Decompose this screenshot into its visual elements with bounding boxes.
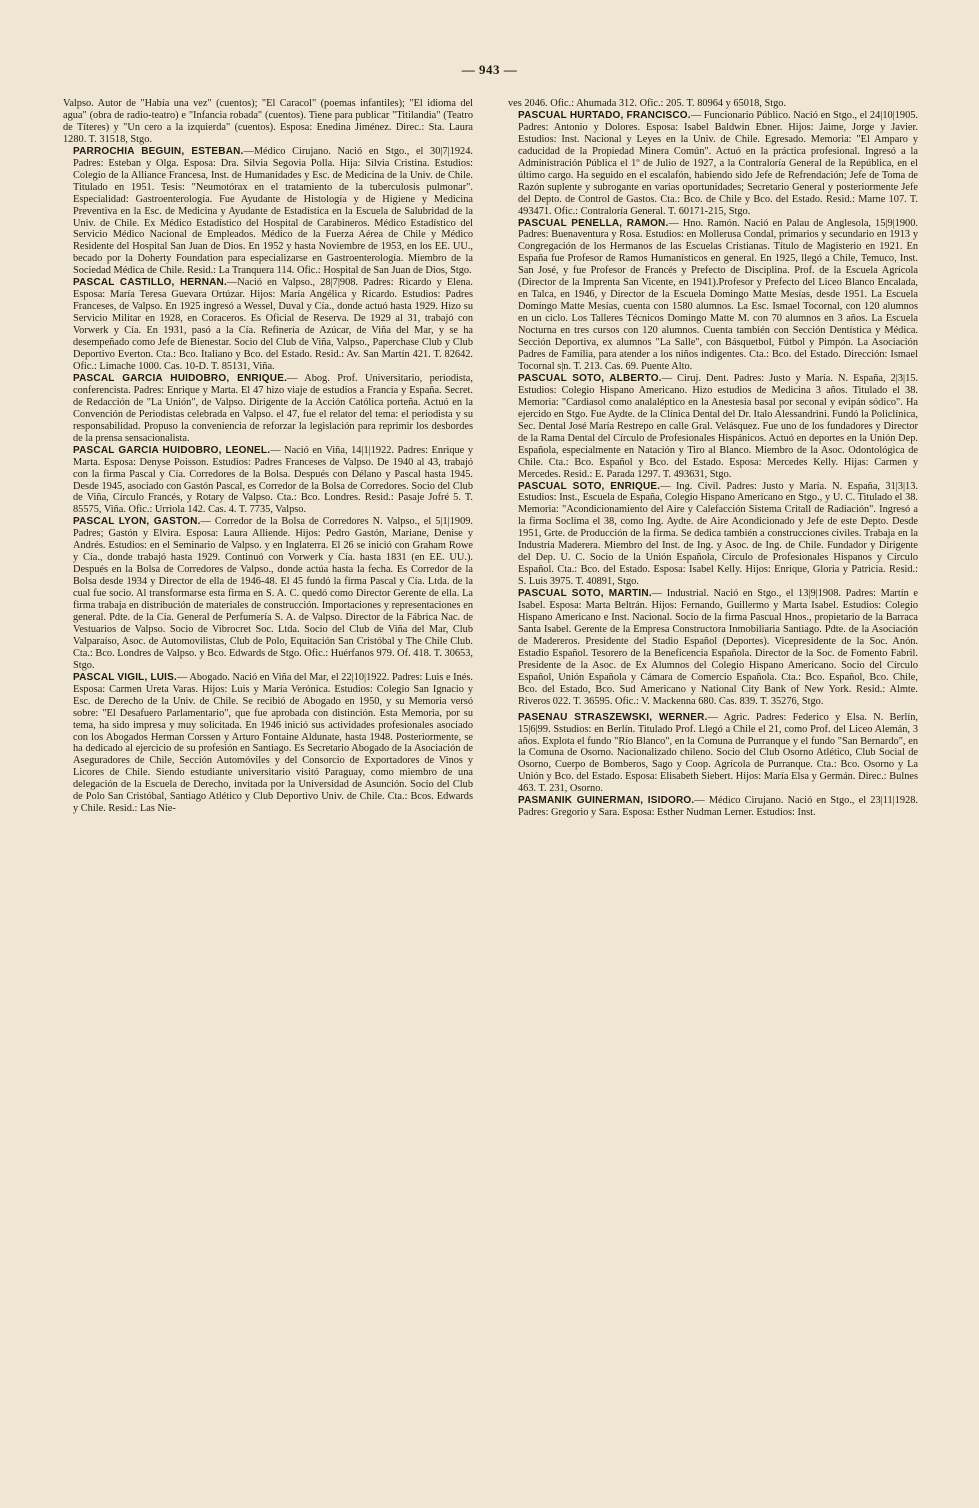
left-column xyxy=(63,98,473,815)
entry-pasenau-straszewski: PASENAU STRASZEWSKI, WERNER.— Agric. Padres: Federico y Elsa. N. Berlín, 15|6|99. Sstudios: en Berlín. Titulado Prof. Llegó a Chile el 21, como Prof. del Liceo Alemán, 3 años. Explota el fundo "Río Blanco", en la Comuna de Purranque y el fundo "San Bernardo", en la Comuna de Osorno. Nacionalizado chileno. Socio del Club Osorno Atlético, Club Social de Osorno, Cuerpo de Bomberos, Sago y Coop. Agrícola de Purranque. Cta.: Bco. Osorno y La Unión y Bco. del Estado. Esposa: Elisabeth Siebert. Hijos: María Elsa y Germán. Direc.: Bulnes 463. T. 231, Osorno. xyxy=(518,711,918,795)
entry-pascual-soto-alberto: PASCUAL SOTO, ALBERTO.— Ciruj. Dent. Padres: Justo y María. N. España, 2|3|15. Estudios: Colegio Hispano Americano. Hizo estudios de Medicina 3 años. Titulado el 38. Memoria: "Cardiasol como analaléptico en la Anestesia basal por seconal y evipán sódico". Ha ejercido en Stgo. Fue Aydte. de la Clínica Dental del Dr. Italo Alessandrini. Fundó la Policlínica, Sec. Dental José María Restrepo en calle Gral. Velásquez. Fue uno de los fundadores y Director de la Rama Dental del Círculo de Profesionales Hispánicos. Actuó en deportes en la Unión Dep. Española, especialmente en Natación y Tiro al Blanco. Miembro de la Asoc. Odontológica de Chile. Cta.: Bco. Español y Bco. del Estado. Esposa: Mercedes Kelly. Hijas: Carmen y Mercedes. Resid.: E. Parada 1297. T. 493631, Stgo. xyxy=(518,372,918,480)
right-column xyxy=(508,98,918,819)
entry-name: PASCUAL SOTO, ALBERTO. xyxy=(518,372,662,384)
entry-pascal-vigil: PASCAL VIGIL, LUIS.— Abogado. Nació en Viña del Mar, el 22|10|1922. Padres: Luis e Inés. Esposa: Carmen Ureta Varas. Hijos: Luis y María Verónica. Estudios: Colegio San Ignacio y Esc. de Derecho de la Univ. de Chile. Se recibió de Abogado en 1950, y su Memoria versó sobre: "El Desafuero Parlamentario", que fue aprobada con distinción. Esta Memoria, por su tema, ha sido impresa y muy solicitada. En 1946 inició sus actividades profesionales asociado con los Abogados Herman Corssen y Arturo Fontaine Aldunate, hasta 1948. Posteriormente, se ha dedicado al ejercicio de su profesión en Santiago. Es Secretario Abogado de la Asociación de Aseguradores de Chile, Sección Automóviles y del Consorcio de Exportadores de Vinos y Licores de Chile. Siendo estudiante universitario visitó Paraguay, como miembro de una delegación de la Escuela de Derecho, invitada por la Universidad de Asunción. Socio del Club de Polo San Cristóbal, Santiago Atlético y Club Deportivo Univ. de Chile. Cta.: Bcos. Edwards y Chile. Resid.: Las Nie- xyxy=(73,671,473,815)
entry-name: PASCAL LYON, GASTON. xyxy=(73,516,201,528)
entry-name: PARROCHIA BEGUIN, ESTEBAN. xyxy=(73,145,244,157)
entry-name: PASCUAL HURTADO, FRANCISCO. xyxy=(518,109,691,121)
entry-continuation: Valpso. Autor de "Había una vez" (cuentos); "El Caracol" (poemas infantiles); "El idioma del agua" (obra de radio-teatro) e "Infancia robada" (cuentos). Tiene para publicar "Titilandia" (Teatro de Títeres) y "Un cero a la izquierda" (cuentos). Esposa: Enedina Jiménez. Direc.: Sta. Laura 1280. T. 31518, Stgo. xyxy=(63,98,473,145)
entry-name: PASENAU STRASZEWSKI, WERNER. xyxy=(518,711,708,723)
entry-pascual-soto-martin: PASCUAL SOTO, MARTIN.— Industrial. Nació en Stgo., el 13|9|1908. Padres: Martín e Isabel. Esposa: Marta Beltrán. Hijos: Fernando, Guillermo y Marta Isabel. Estudios: Colegio Hispano Americano e Inst. Nacional. Socio de la firma Pascual Hnos., propietario de la Barraca Santa Isabel. Gerente de la Empresa Constructora Inmobiliaria Santiago. Pdte. de la Asociación de Madereros. Presidente del Stadio Español (Deportes). Vicepresidente de la Soc. Anón. Estadio Español. Tesorero de la Beneficencia Española. Director de la Soc. de Fomento Fabril. Presidente de la Asoc. de Ex Alumnos del Colegio Hispano Americano. Socio del Círculo Español, Unión Española y Cámara de Comercio Española. Cta.: Bco. Español, Bco. Chile, Bco. del Estado, Bco. Sud Americano y National City Bank of New York. Resid.: Almte. Riveros 022. T. 36595. Ofic.: V. Mackenna 680. Cas. 839. T. 35276, Stgo. xyxy=(518,588,918,707)
entry-name: PASCAL CASTILLO, HERNAN. xyxy=(73,277,227,289)
entry-pasmanik-guinerman: PASMANIK GUINERMAN, ISIDORO.— Médico Cirujano. Nació en Stgo., el 23|11|1928. Padres: Gregorio y Sara. Esposa: Esther Nudman Lerner. Estudios: Inst. xyxy=(518,795,918,819)
entry-name: PASMANIK GUINERMAN, ISIDORO. xyxy=(518,795,695,807)
entry-name: PASCUAL PENELLA, RAMON. xyxy=(518,217,669,229)
entry-name: PASCAL VIGIL, LUIS. xyxy=(73,671,178,683)
entry-name: PASCUAL SOTO, ENRIQUE. xyxy=(518,480,661,492)
entry-pascual-soto-enrique: PASCUAL SOTO, ENRIQUE.— Ing. Civil. Padres: Justo y María. N. España, 31|3|13. Estudios: Inst., Escuela de España, Colegio Hispano Americano en Stgo., y U. C. Titulado el 38. Memoria: "Acondicionamiento del Aire y Calefacción Sistema Critall de Radiación". Ingresó a la firma Soclima el 38, como Ing. Aydte. de Aire Acondicionado y Jefe de este Depto. Desde 1951, Grte. de Producción de la firma. Se dedica también a construcciones civiles. Trabaja en la Industria Maderera. Miembro del Inst. de Ing. y Asoc. de Ing. de Chile. Fundador y Dirigente del Dep. U. C. Socio de la Unión Española, Círculo de Profesionales Hispanos y Círculo Español. Cta.: Bco. del Estado. Esposa: Isabel Kelly. Hijos: Enrique, Gloria y Patricia. Resid.: S. Luis 3975. T. 40891, Stgo. xyxy=(518,480,918,588)
entry-name: PASCAL GARCIA HUIDOBRO, ENRIQUE. xyxy=(73,372,288,384)
entry-name: PASCAL GARCIA HUIDOBRO, LEONEL. xyxy=(73,444,271,456)
entry-pascal-garcia-leonel: PASCAL GARCIA HUIDOBRO, LEONEL.— Nació en Viña, 14|1|1922. Padres: Enrique y Marta. Esposa: Denyse Poisson. Estudios: Padres Franceses de Valpso. De 1940 al 43, trabajó con la firma Pascal y Cía. Corredores de la Bolsa. Después con Délano y Pascal hasta 1945. Desde 1945, asociado con Gastón Pascal, es Corredor de la Bolsa de Corredores. Socio del Club de Viña, Círculo Francés, y Rotary de Valpso. Cta.: Bco. Londres. Resid.: Pasaje Jofré 5. T. 85575, Viña. Ofic.: Urriola 142. Cas. 4. T. 7735, Valpso. xyxy=(73,444,473,516)
entry-pascual-hurtado: PASCUAL HURTADO, FRANCISCO.— Funcionario Público. Nació en Stgo., el 24|10|1905. Padres: Antonio y Dolores. Esposa: Isabel Baldwin Ebner. Hijos: Jaime, Jorge y Javier. Estudios: Inst. Nacional y Leyes en la Univ. de Chile. Egresado. Memoria: "El Amparo y caducidad de la Propiedad Minera Común". Actuó en la práctica profesional. Ingresó a la Administración Pública el 1º de Julio de 1927, a la Contraloría General de la República, en el último cargo. Ha seguido en el escalafón, habiendo sido Jefe de Refrendación; Jefe de Toma de Razón suplente y subrogante en varias oportunidades; Secretario General y posteriormente Jefe del Depto. de Control de Gastos. Cta.: Bco. de Chile y Bco. del Estado. Resid.: Marne 107. T. 493471. Ofic.: Contraloría General. T. 60171-215, Stgo. xyxy=(518,109,919,217)
entry-continuation: ves 2046. Ofic.: Ahumada 312. Ofic.: 205. T. 80964 y 65018, Stgo. xyxy=(508,98,787,109)
entry-parrochia-beguin: PARROCHIA BEGUIN, ESTEBAN.—Médico Cirujano. Nació en Stgo., el 30|7|1924. Padres: Esteban y Olga. Esposa: Dra. Silvia Segovia Polla. Hija: Silvia Cristina. Estudios: Colegio de la Alliance Francesa, Inst. de Humanidades y Esc. de Medicina de la Univ. de Chile. Titulado en 1951. Tesis: "Neumotórax en el tratamiento de la tuberculosis pulmonar". Especialidad: Gastroenterología. Fue Ayudante de Histología y de Higiene y Medicina Preventiva en la Esc. de Medicina y Ayudante de Estadística en la Escuela de Salubridad de la Univ. de Chile. Ex Médico Estadístico del Hospital de Carabineros. Médico Estadístico del Servicio Médico Nacional de Empleados. Médico de la Fuerza Aérea de Chile y Médico Residente del Hospital San Juan de Dios. En 1952 y hasta Noviembre de 1953, en los EE. UU., becado por la Doherty Foundation para especializarse en Gastroenterología. Miembro de la Sociedad Médica de Chile. Resid.: La Tranquera 114. Ofic.: Hospital de San Juan de Dios, Stgo. xyxy=(73,145,473,277)
entry-name: PASCUAL SOTO, MARTIN. xyxy=(518,588,652,600)
entry-pascal-lyon: PASCAL LYON, GASTON.— Corredor de la Bolsa de Corredores N. Valpso., el 5|1|1909. Padres; Gastón y Elvira. Esposa: Laura Alliende. Hijos: Pedro Gastón, Mariane, Denise y Andrés. Estudios: en el Seminario de Valpso. y en Inglaterra. El 26 se inició con Graham Rowe y Cía., donde trabajó hasta 1929. Continuó con Vorwerk y Cía. hasta 1831 (en EE. UU.). Después en la Bolsa de Corredores de Valpso., donde actúa hasta la fecha. Es Corredor de la Bolsa desde 1934 y Director de ella de 1946-48. El 45 fundó la firma Pascal y Cía. Ltda. de la cual fue socio. Al transformarse esta firma en S. A. C. quedó como Director Gerente de ella. La firma trabaja en distribución de materiales de construcción. Importaciones y representaciones en general. Pdte. de la Cía. General de Perfumería S. A. de Valpso. Director de la Fábrica Nac. de Vestuarios de Valpso. Socio de Vibrocret Soc. Ltda. Socio del Club de Viña del Mar, Club Valparaíso, Asoc. de Automovilistas, Club de Polo, Equitación San Cristóbal y The Chile Club. Cta.: Bco. Londres de Valpso. y Bco. Edwards de Stgo. Ofic.: Huérfanos 979. Of. 418. T. 30653, Stgo. xyxy=(73,516,473,671)
page-number: — 943 — xyxy=(461,62,518,77)
entry-pascal-garcia-enrique: PASCAL GARCIA HUIDOBRO, ENRIQUE.— Abog. Prof. Universitario, periodista, conferencista. Padres: Enrique y Marta. El 47 hizo viaje de estudios a Francia y España. Secret. de Redacción de "La Unión", de Valpso. Dirigente de la Acción Católica porteña. Actuó en la Convención de Periodistas celebrada en Valpso. el 47, fue el relator del tema: el periodista y su responsabilidad. Propuso la conveniencia de reforzar la legislación para reprimir los desbordes de la prensa sensacionalista. xyxy=(73,372,473,444)
entry-pascual-penella: PASCUAL PENELLA, RAMON.— Hno. Ramón. Nació en Palau de Anglesola, 15|9|1900. Padres: Buenaventura y Rosa. Estudios: en Mollerusa Condal, primarios y secundario en 1913 y Congregación de los Hermanos de las Escuelas Cristianas. Título de Magisterio en 1921. En España fue Profesor de Ramos Humanísticos en general. En 1925, llegó a Chile, Temuco, Inst. San José, y fue Profesor de Francés y Prefecto de Disciplina. Prof. de la Escuela Agrícola (Director de la Imprenta San Vicente, en 1941).Profesor y Prefecto del Liceo Blanco Encalada, en Talca, en 1946, y Director de la Escuela Domingo Matte Mesías, desde 1951. La Escuela Domingo Matte Mesías, cuenta con 1580 alumnos. La Esc. Ismael Tocornal, con 120 alumnos en un ciclo. Los Talleres Técnicos Domingo Matte M. con 70 alumnos en 3 años. La Escuela Nocturna en tres cursos con 120 alumnos. Cuenta también con Sección Dentística y Médica. Sección Deportiva, ex alumnos "La Salle", con Básquetbol, Fútbol y Pimpón. La Asociación Padres de Familia, para atender a los niños indigentes. Cta.: Bco. del Estado. Dirección: Ismael Tocornal s|n. T. 213. Cas. 69. Puente Alto. xyxy=(518,217,918,372)
entry-pascal-castillo: PASCAL CASTILLO, HERNAN.—Nació en Valpso., 28|7|908. Padres: Ricardo y Elena. Esposa: María Teresa Guevara Ortúzar. Hijos: María Angélica y Ricardo. Estudios: Padres Franceses, de Valpso. En 1925 ingresó a Wessel, Duval y Cía., donde actuó hasta 1929. Hizo su Servicio Militar en 1928, en Coraceros. Es Oficial de Reserva. De 1929 al 31, trabajó con Vorwerk y Cía. En 1931, pasó a la Cía. Refinería de Azúcar, de Viña del Mar, y se ha desempeñado como Jefe de Bienestar. Socio del Club de Viña, Valpso., Paperchase Club y Club Deportivo Everton. Cta.: Bco. Italiano y Bco. del Estado. Resid.: Av. San Martín 421. T. 82642. Ofic.: Limache 1000. Cas. 10-D. T. 85131, Viña. xyxy=(73,277,473,372)
